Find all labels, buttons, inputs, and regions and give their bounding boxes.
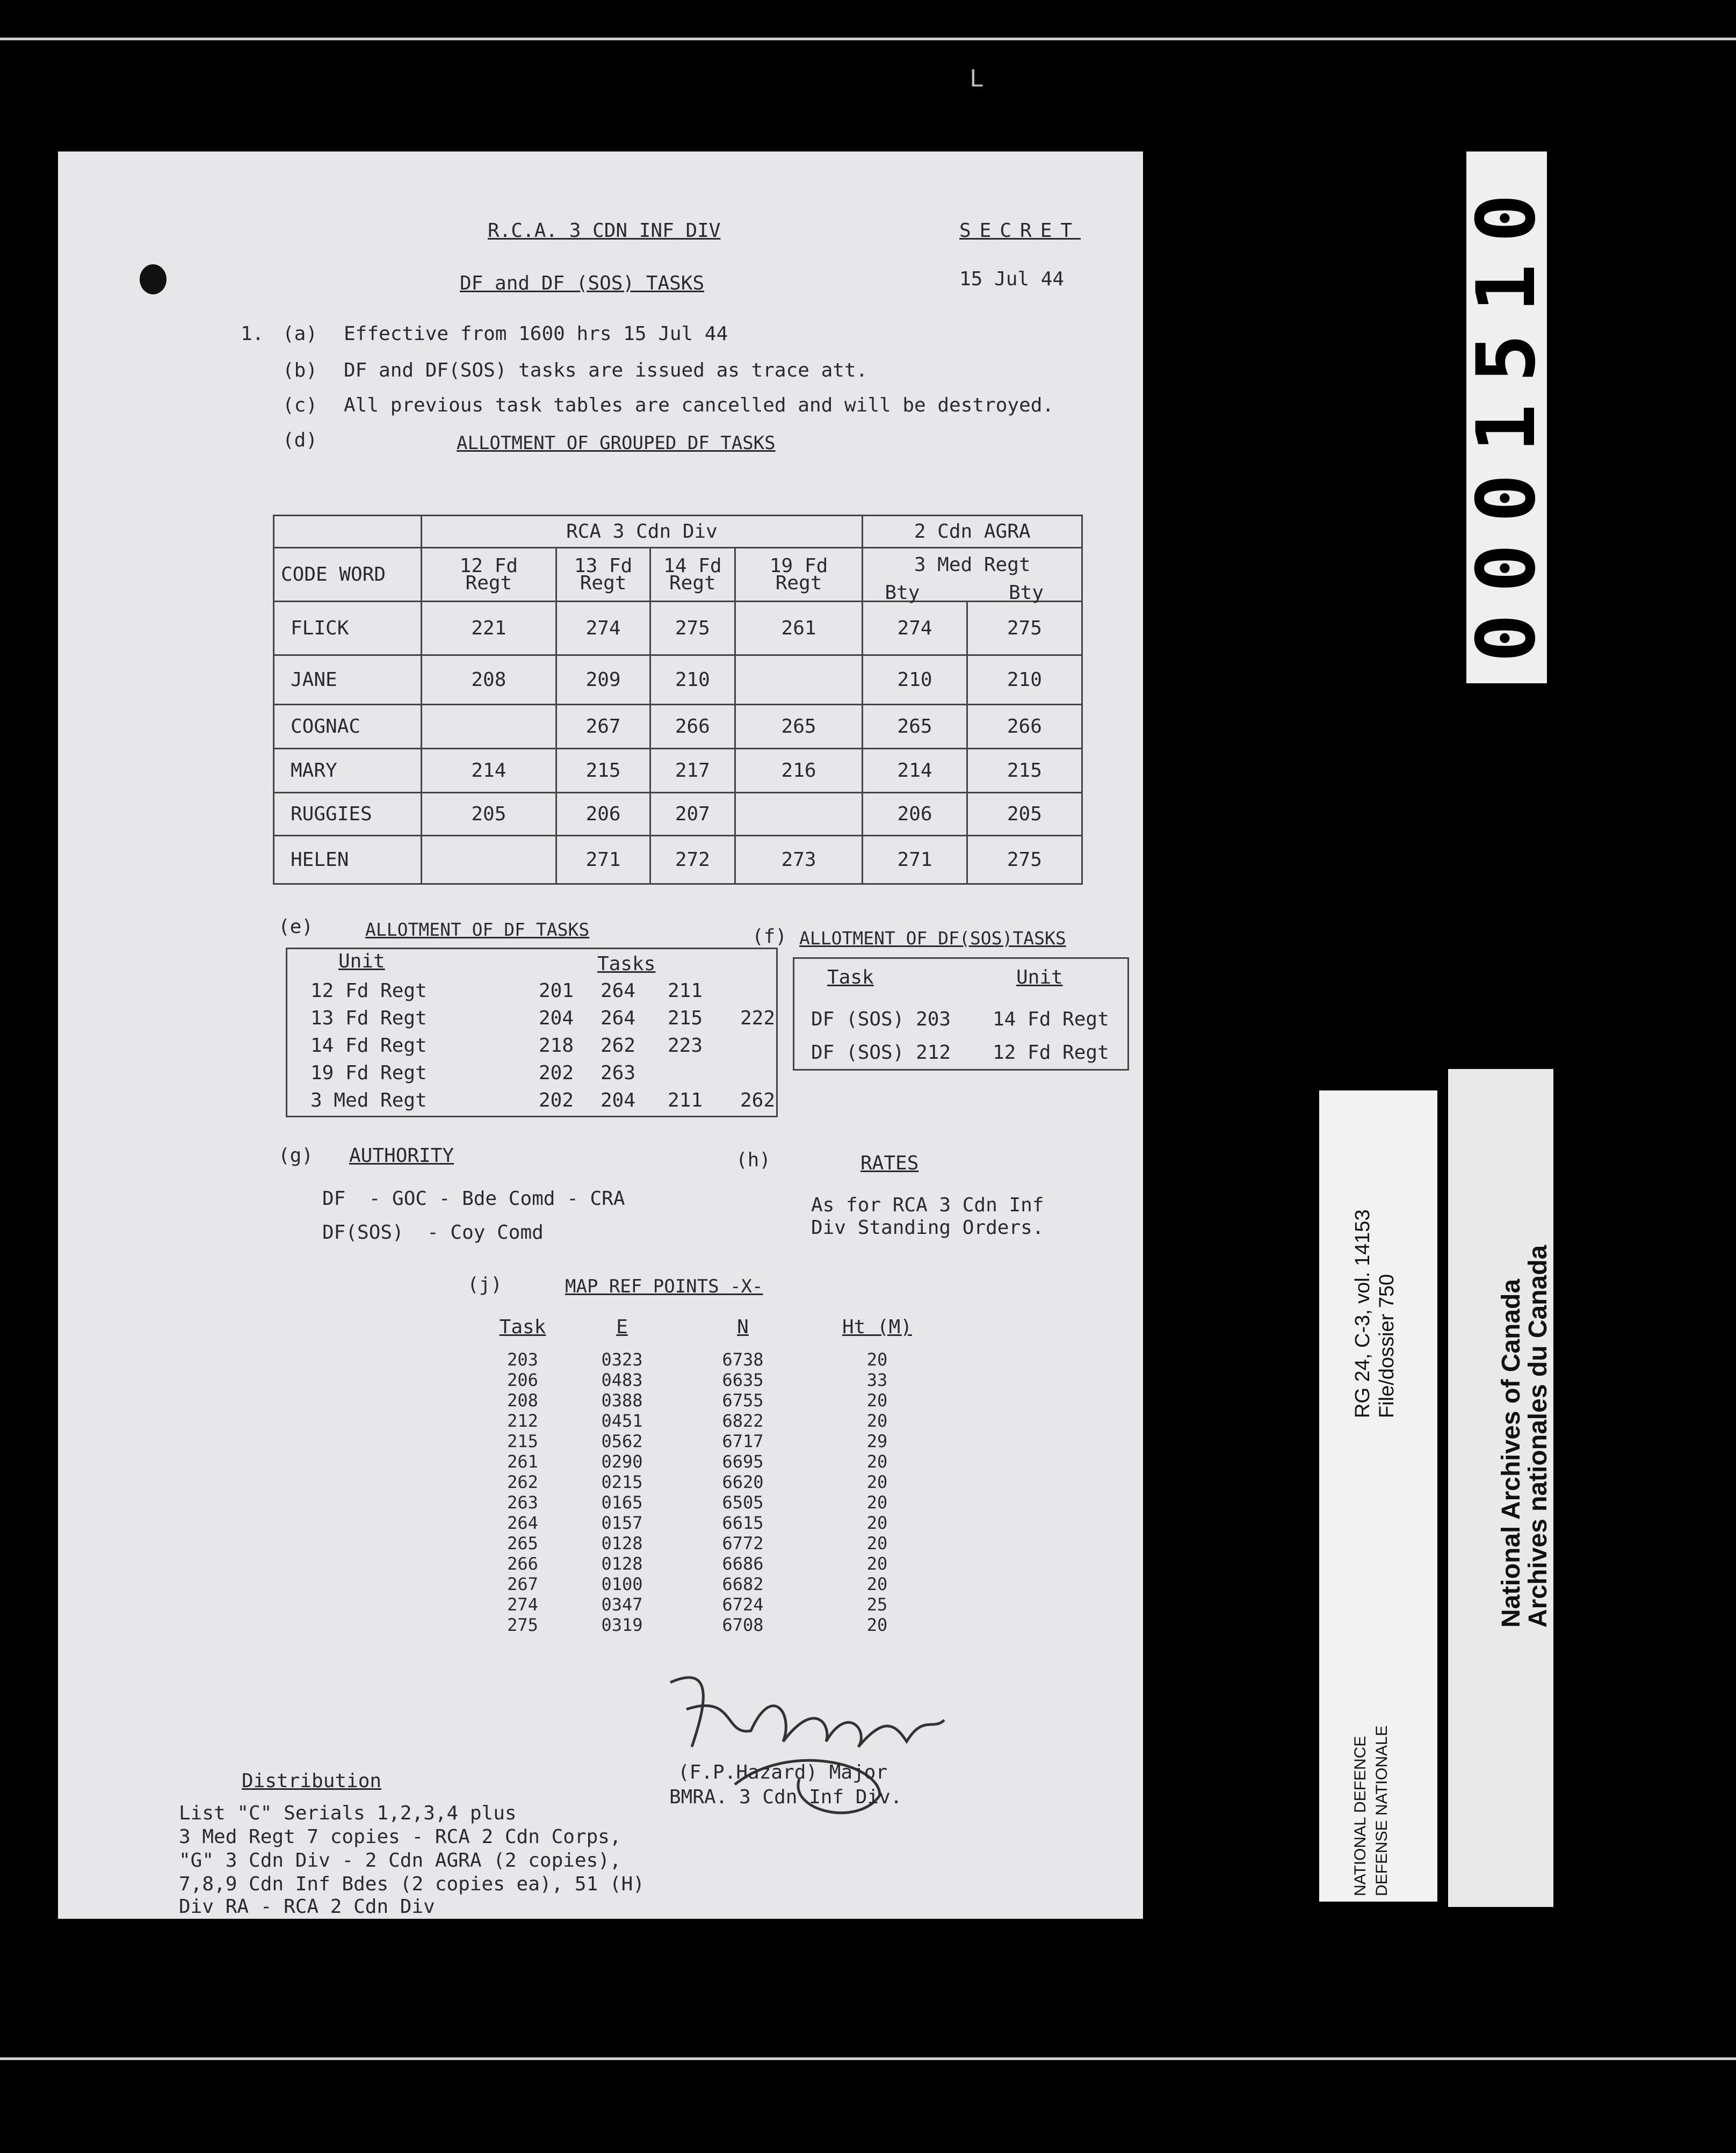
task-cell: 275 <box>650 602 735 655</box>
map-ref-title: MAP REF POINTS -X- <box>565 1276 763 1297</box>
document-title: DF and DF (SOS) TASKS <box>460 272 705 294</box>
table-row <box>274 793 1082 836</box>
table-row <box>493 1492 960 1513</box>
task: 211 <box>668 980 703 1002</box>
task-cell <box>421 705 556 749</box>
task-cell: 205 <box>967 793 1082 836</box>
task-cell: 209 <box>556 655 650 705</box>
column-header: E <box>616 1316 628 1338</box>
distribution-title: Distribution <box>242 1770 382 1792</box>
cell: 0347 <box>601 1594 643 1615</box>
task: 262 <box>601 1035 636 1057</box>
cell: 0128 <box>601 1554 643 1574</box>
task: 218 <box>539 1035 574 1057</box>
para-c-text: All previous task tables are cancelled and will be destroyed. <box>344 394 1054 416</box>
table-row <box>274 602 1082 655</box>
cell: 6615 <box>722 1513 764 1533</box>
frame-number: 0001510 <box>1460 172 1553 663</box>
cell: 264 <box>507 1513 538 1533</box>
task: 262 <box>740 1089 776 1111</box>
rates-title: RATES <box>860 1152 919 1174</box>
task-cell: 205 <box>421 793 556 836</box>
para-b-text: DF and DF(SOS) tasks are issued as trace att. <box>344 359 868 381</box>
table-row <box>493 1411 960 1431</box>
cell: 29 <box>866 1431 888 1451</box>
task-cell: 266 <box>967 705 1082 749</box>
cell: 6772 <box>722 1533 764 1554</box>
map-ref-table <box>493 1317 960 1635</box>
column-header: 12 Fd Regt <box>421 548 556 602</box>
unit: 13 Fd Regt <box>310 1007 427 1029</box>
rates-label: (h) <box>736 1149 771 1171</box>
para-number: 1. <box>241 323 264 345</box>
cell: 267 <box>507 1574 538 1594</box>
cell: 0165 <box>601 1492 643 1513</box>
task-cell: 267 <box>556 705 650 749</box>
signature-name: (F.P.Hazard) Major <box>678 1761 888 1783</box>
cell: 20 <box>866 1533 888 1554</box>
cell: 20 <box>866 1513 888 1533</box>
cell: 6755 <box>722 1390 764 1411</box>
task-cell: 271 <box>863 836 967 884</box>
sos-tasks-label: (f) <box>752 926 787 948</box>
table-row <box>274 836 1082 884</box>
cell: 33 <box>866 1370 888 1390</box>
cell: 265 <box>507 1533 538 1554</box>
sos-task-header: Task <box>827 966 874 988</box>
task-cell: 274 <box>556 602 650 655</box>
reference-line-1: RG 24, C-3, vol. 14153 <box>1351 1209 1374 1418</box>
task-cell: 271 <box>556 836 650 884</box>
task: 204 <box>601 1089 636 1111</box>
column-header: 13 Fd Regt <box>556 548 650 602</box>
cell: 0100 <box>601 1574 643 1594</box>
task-cell: 217 <box>650 749 735 793</box>
task: 204 <box>539 1007 574 1029</box>
cell: 6717 <box>722 1431 764 1451</box>
cell: 0483 <box>601 1370 643 1390</box>
para-a-text: Effective from 1600 hrs 15 Jul 44 <box>344 323 728 345</box>
cell: 20 <box>866 1451 888 1472</box>
task-cell: 215 <box>556 749 650 793</box>
cell: 6505 <box>722 1492 764 1513</box>
task-cell <box>421 836 556 884</box>
signature-title: BMRA. 3 Cdn Inf Div. <box>669 1786 902 1808</box>
column-header: Ht (M) <box>842 1316 913 1338</box>
med-regt-header: 3 Med Regt <box>914 554 1031 576</box>
task-cell: 208 <box>421 655 556 705</box>
group-agra-header: 2 Cdn AGRA <box>863 516 1082 548</box>
task: 263 <box>601 1062 636 1084</box>
cell: 20 <box>866 1349 888 1370</box>
table-row <box>493 1574 960 1594</box>
cell: 0562 <box>601 1431 643 1451</box>
df-tasks-header: Tasks <box>597 953 656 975</box>
cell: 25 <box>866 1594 888 1615</box>
code-word: JANE <box>274 655 422 705</box>
grouped-tasks-table <box>273 515 1083 885</box>
sos-row-unit: 12 Fd Regt <box>993 1042 1109 1064</box>
column-header: 19 Fd Regt <box>735 548 863 602</box>
para-b-label: (b) <box>283 359 318 381</box>
sos-row-task: DF (SOS) 203 <box>811 1008 951 1030</box>
para-c-label: (c) <box>283 394 318 416</box>
table-row <box>493 1554 960 1574</box>
cell: 6708 <box>722 1615 764 1635</box>
distribution-line: 7,8,9 Cdn Inf Bdes (2 copies ea), 51 (H) <box>179 1873 645 1895</box>
punch-hole <box>140 264 167 294</box>
archives-line-2: Archives nationales du Canada <box>1524 1245 1552 1628</box>
task-cell: 261 <box>735 602 863 655</box>
cell: 275 <box>507 1615 538 1635</box>
cell: 212 <box>507 1411 538 1431</box>
table-row <box>493 1431 960 1451</box>
task: 202 <box>539 1089 574 1111</box>
df-tasks-title: ALLOTMENT OF DF TASKS <box>365 919 590 940</box>
task: 211 <box>668 1089 703 1111</box>
cell: 20 <box>866 1492 888 1513</box>
header-classification: SECRET <box>959 220 1081 242</box>
dept-line-1: NATIONAL DEFENCE <box>1351 1736 1369 1896</box>
authority-line-2: DF(SOS) - Coy Comd <box>322 1222 544 1244</box>
table-row <box>274 655 1082 705</box>
cell: 262 <box>507 1472 538 1492</box>
distribution-line: Div RA - RCA 2 Cdn Div <box>179 1896 435 1918</box>
df-tasks-label: (e) <box>278 916 314 938</box>
sos-tasks-title: ALLOTMENT OF DF(SOS)TASKS <box>799 928 1066 949</box>
task-cell: 274 <box>863 602 967 655</box>
task-cell: 215 <box>967 749 1082 793</box>
unit: 12 Fd Regt <box>310 980 427 1002</box>
sos-unit-header: Unit <box>1016 966 1063 988</box>
cell: 263 <box>507 1492 538 1513</box>
document-date: 15 Jul 44 <box>959 268 1065 290</box>
task-cell: 275 <box>967 602 1082 655</box>
cell: 20 <box>866 1472 888 1492</box>
cell: 0215 <box>601 1472 643 1492</box>
sos-row-unit: 14 Fd Regt <box>993 1008 1109 1030</box>
cell: 0157 <box>601 1513 643 1533</box>
table-row <box>493 1390 960 1411</box>
task-cell: 207 <box>650 793 735 836</box>
task-cell: 221 <box>421 602 556 655</box>
document-page <box>58 151 1143 1919</box>
task-cell: 265 <box>735 705 863 749</box>
authority-label: (g) <box>278 1145 314 1167</box>
rates-line-1: As for RCA 3 Cdn Inf <box>811 1194 1044 1216</box>
cell: 6724 <box>722 1594 764 1615</box>
task-cell: 265 <box>863 705 967 749</box>
authority-line-1: DF - GOC - Bde Comd - CRA <box>322 1188 625 1210</box>
frame-number-stamp <box>1460 151 1553 683</box>
film-edge-top <box>0 38 1736 40</box>
task-cell: 214 <box>863 749 967 793</box>
task: 202 <box>539 1062 574 1084</box>
task-cell: 272 <box>650 836 735 884</box>
task-cell: 210 <box>967 655 1082 705</box>
cell: 0319 <box>601 1615 643 1635</box>
group-div-header: RCA 3 Cdn Div <box>421 516 863 548</box>
task-cell: 206 <box>556 793 650 836</box>
reference-label <box>1319 1090 1437 1902</box>
table-row <box>493 1472 960 1492</box>
task-cell: 210 <box>863 655 967 705</box>
cell: 203 <box>507 1349 538 1370</box>
unit: 19 Fd Regt <box>310 1062 427 1084</box>
cell: 6822 <box>722 1411 764 1431</box>
bty-header: Bty <box>1008 582 1044 604</box>
task-cell: 273 <box>735 836 863 884</box>
distribution-line: List "C" Serials 1,2,3,4 plus <box>179 1802 517 1824</box>
cell: 0388 <box>601 1390 643 1411</box>
table-row <box>274 705 1082 749</box>
cell: 261 <box>507 1451 538 1472</box>
cell: 20 <box>866 1390 888 1411</box>
unit: 14 Fd Regt <box>310 1035 427 1057</box>
bty-header: Bty <box>885 582 920 604</box>
table-row <box>493 1533 960 1554</box>
film-edge-bottom <box>0 2057 1736 2060</box>
cell: 20 <box>866 1411 888 1431</box>
cell: 274 <box>507 1594 538 1615</box>
cell: 20 <box>866 1574 888 1594</box>
cell: 215 <box>507 1431 538 1451</box>
cell: 6635 <box>722 1370 764 1390</box>
table-row <box>493 1370 960 1390</box>
task: 264 <box>601 980 636 1002</box>
cell: 20 <box>866 1615 888 1635</box>
df-unit-header: Unit <box>338 950 385 972</box>
table-row <box>493 1349 960 1370</box>
code-word-header: CODE WORD <box>274 548 422 602</box>
table-row <box>493 1615 960 1635</box>
task: 264 <box>601 1007 636 1029</box>
reference-line-2: File/dossier 750 <box>1376 1274 1398 1418</box>
map-ref-label: (j) <box>467 1274 503 1296</box>
grouped-tasks-title: ALLOTMENT OF GROUPED DF TASKS <box>457 432 776 454</box>
corner-mark: L <box>970 65 984 92</box>
table-row <box>274 749 1082 793</box>
rates-line-2: Div Standing Orders. <box>811 1217 1044 1239</box>
table-row <box>493 1451 960 1472</box>
cell: 6695 <box>722 1451 764 1472</box>
cell: 6738 <box>722 1349 764 1370</box>
task-cell <box>735 655 863 705</box>
cell: 0290 <box>601 1451 643 1472</box>
task: 223 <box>668 1035 703 1057</box>
code-word: MARY <box>274 749 422 793</box>
sos-row-task: DF (SOS) 212 <box>811 1042 951 1064</box>
task-cell: 275 <box>967 836 1082 884</box>
distribution-line: 3 Med Regt 7 copies - RCA 2 Cdn Corps, <box>179 1826 621 1848</box>
archives-label <box>1448 1069 1553 1907</box>
column-header: 14 Fd Regt <box>650 548 735 602</box>
task: 201 <box>539 980 574 1002</box>
code-word: HELEN <box>274 836 422 884</box>
distribution-line: "G" 3 Cdn Div - 2 Cdn AGRA (2 copies), <box>179 1849 621 1872</box>
cell: 266 <box>507 1554 538 1574</box>
cell: 6686 <box>722 1554 764 1574</box>
archives-line-1: National Archives of Canada <box>1497 1278 1525 1628</box>
cell: 208 <box>507 1390 538 1411</box>
dept-line-2: DEFENSE NATIONALE <box>1373 1725 1391 1896</box>
task-cell: 216 <box>735 749 863 793</box>
header-unit: R.C.A. 3 CDN INF DIV <box>488 220 721 242</box>
cell: 0128 <box>601 1533 643 1554</box>
task-cell: 210 <box>650 655 735 705</box>
cell: 0451 <box>601 1411 643 1431</box>
unit: 3 Med Regt <box>310 1089 427 1111</box>
cell: 6682 <box>722 1574 764 1594</box>
cell: 0323 <box>601 1349 643 1370</box>
table-row <box>493 1513 960 1533</box>
cell: 206 <box>507 1370 538 1390</box>
cell: 6620 <box>722 1472 764 1492</box>
code-word: COGNAC <box>274 705 422 749</box>
task-cell: 214 <box>421 749 556 793</box>
para-a-label: (a) <box>283 323 318 345</box>
column-header: Task <box>499 1316 546 1338</box>
column-header: N <box>737 1316 749 1338</box>
task-cell <box>735 793 863 836</box>
task: 215 <box>668 1007 703 1029</box>
authority-title: AUTHORITY <box>349 1145 454 1167</box>
para-d-label: (d) <box>283 429 318 451</box>
code-word: FLICK <box>274 602 422 655</box>
med-regt-cell <box>863 548 1082 602</box>
task-cell: 266 <box>650 705 735 749</box>
task-cell: 206 <box>863 793 967 836</box>
cell: 20 <box>866 1554 888 1574</box>
code-word: RUGGIES <box>274 793 422 836</box>
table-row <box>493 1594 960 1615</box>
task: 222 <box>740 1007 776 1029</box>
